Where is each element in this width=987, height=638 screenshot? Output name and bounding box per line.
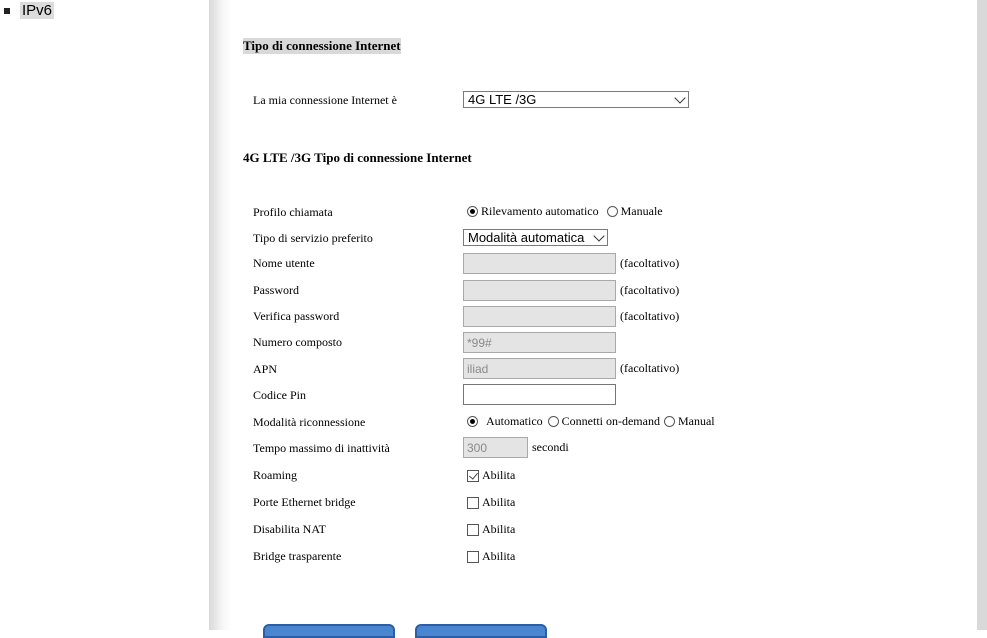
bullet-icon [4,8,10,14]
roaming-enable-label: Abilita [482,468,516,482]
chevron-down-icon [593,230,604,241]
right-border [977,0,987,630]
disable-nat-enable-label: Abilita [482,522,516,536]
roaming-label: Roaming [253,468,297,482]
apply-button[interactable] [263,624,395,638]
roaming-checkbox[interactable] [467,470,479,482]
username-input[interactable] [463,253,616,274]
profile-manual-label: Manuale [620,204,663,218]
profile-radio-group [463,204,663,219]
reconnect-radio-group [463,414,715,429]
profile-auto-label: Rilevamento automatico [481,204,599,218]
verify-password-optional: (facoltativo) [620,309,680,323]
profile-auto-radio[interactable] [467,206,478,217]
profile-label: Profilo chiamata [253,205,333,219]
reconnect-ondemand-label: Connetti on-demand [561,414,660,428]
sidebar-item-ipv6[interactable] [4,2,54,19]
reconnect-auto-label: Automatico [486,414,543,428]
verify-password-input[interactable] [463,306,616,327]
panel-shadow [209,0,231,630]
apn-input[interactable] [463,358,616,379]
disable-nat-label: Disabilita NAT [253,522,326,536]
idle-time-input[interactable] [463,437,528,458]
pin-label: Codice Pin [253,388,306,402]
dial-number-input[interactable] [463,332,616,353]
connection-type-select[interactable] [463,91,689,108]
sidebar-item-label[interactable]: IPv6 [22,2,53,19]
reconnect-ondemand-radio[interactable] [548,416,559,427]
service-type-value: Modalità automatica [468,230,585,245]
section-title-lte: 4G LTE /3G Tipo di connessione Internet [243,150,472,165]
connection-type-value: 4G LTE /3G [468,92,537,107]
dial-number-label: Numero composto [253,335,342,349]
password-optional: (facoltativo) [620,283,680,297]
reconnect-manual-label: Manual [677,414,715,428]
pin-input[interactable] [463,384,616,405]
sidebar [0,0,209,630]
chevron-down-icon [674,92,685,103]
idle-time-unit: secondi [532,440,569,454]
transparent-bridge-checkbox[interactable] [467,551,479,563]
eth-bridge-enable-label: Abilita [482,495,516,509]
password-label: Password [253,283,300,297]
service-label: Tipo di servizio preferito [253,231,373,245]
profile-manual-radio[interactable] [607,206,618,217]
transparent-bridge-enable-label: Abilita [482,549,516,563]
verify-password-label: Verifica password [253,309,340,323]
reconnect-auto-radio[interactable] [467,416,478,427]
eth-bridge-label: Porte Ethernet bridge [253,495,356,509]
service-type-select[interactable] [463,229,608,246]
transparent-bridge-label: Bridge trasparente [253,549,342,563]
section-title-connection-type: Tipo di connessione Internet [243,38,401,53]
apn-optional: (facoltativo) [620,361,680,375]
main-content [231,0,977,630]
password-input[interactable] [463,280,616,301]
cancel-button[interactable] [415,624,547,638]
eth-bridge-checkbox[interactable] [467,497,479,509]
disable-nat-checkbox[interactable] [467,524,479,536]
username-label: Nome utente [253,256,315,270]
username-optional: (facoltativo) [620,256,680,270]
reconnect-label: Modalità riconnessione [253,415,366,429]
idle-time-label: Tempo massimo di inattività [253,441,390,455]
apn-label: APN [253,362,278,376]
reconnect-manual-radio[interactable] [664,416,675,427]
connection-label: La mia connessione Internet è [253,93,397,107]
